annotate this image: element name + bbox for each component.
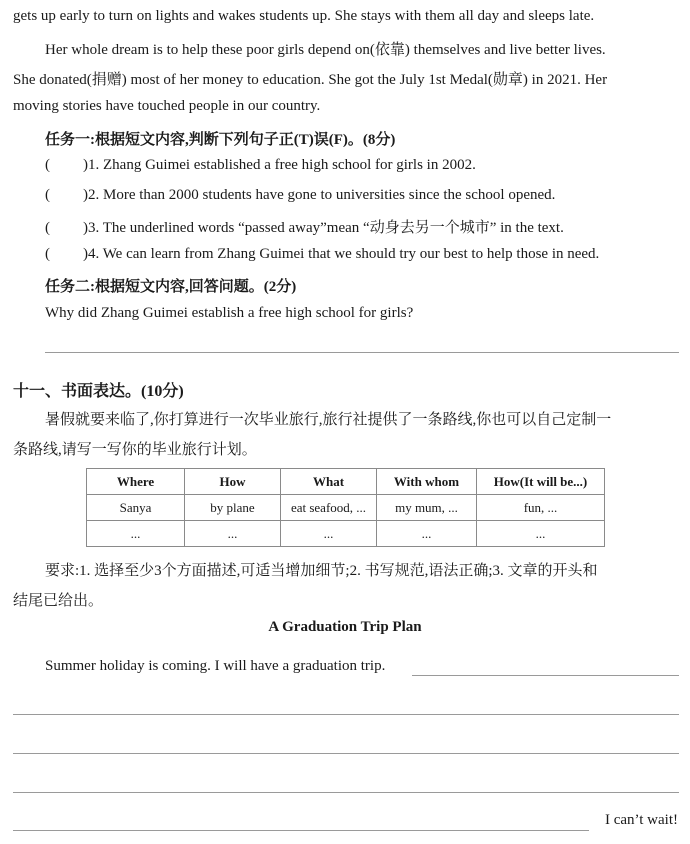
task1-item-2 [45, 187, 555, 204]
table-cell: ... [377, 521, 477, 547]
passage-line-2: Her whole dream is to help these poor girls depend on(依靠) themselves and live better lives. [45, 42, 606, 58]
passage-line-1: gets up early to turn on lights and wakes students up. She stays with them all day and sleeps late. [13, 8, 595, 24]
trip-plan-table [86, 468, 605, 547]
essay-title: A Graduation Trip Plan [268, 619, 422, 635]
statement-text: )4. We can learn from Zhang Guimei that we should try our best to help those in need. [83, 246, 600, 262]
essay-opening: Summer holiday is coming. I will have a graduation trip. [45, 658, 386, 674]
table-cell: ... [281, 521, 377, 547]
table-cell: by plane [185, 495, 281, 521]
statement-text: )1. Zhang Guimei established a free high school for girls in 2002. [83, 157, 476, 173]
statement-text: )2. More than 2000 students have gone to universities since the school opened. [83, 187, 556, 203]
writing-line[interactable] [13, 714, 679, 715]
writing-line[interactable] [13, 753, 679, 754]
passage-line-4: moving stories have touched people in our country. [13, 98, 321, 114]
table-cell: Sanya [87, 495, 185, 521]
passage-line-3: She donated(捐赠) most of her money to education. She got the July 1st Medal(勋章) in 2021. Her [13, 72, 608, 88]
requirement-line-2: 结尾已给出。 [13, 593, 104, 609]
table-header-row [87, 469, 605, 495]
table-cell: my mum, ... [377, 495, 477, 521]
table-header: How [185, 469, 281, 495]
answer-paren[interactable]: ( [45, 220, 50, 236]
table-row [87, 495, 605, 521]
requirement-line-1: 要求:1. 选择至少3个方面描述,可适当增加细节;2. 书写规范,语法正确;3. 文章的开头和 [45, 563, 598, 579]
answer-paren[interactable]: ( [45, 246, 50, 262]
writing-line[interactable] [13, 830, 589, 831]
answer-paren[interactable]: ( [45, 157, 50, 173]
task1-item-4 [45, 246, 599, 263]
table-header: Where [87, 469, 185, 495]
task2-answer-line[interactable] [45, 352, 679, 353]
table-header: With whom [377, 469, 477, 495]
section11-heading: 十一、书面表达。(10分) [13, 383, 184, 400]
prompt-line-2: 条路线,请写一写你的毕业旅行计划。 [13, 442, 257, 458]
table-header: What [281, 469, 377, 495]
prompt-line-1: 暑假就要来临了,你打算进行一次毕业旅行,旅行社提供了一条路线,你也可以自己定制一 [45, 412, 612, 428]
table-cell: fun, ... [477, 495, 605, 521]
task1-heading: 任务一:根据短文内容,判断下列句子正(T)误(F)。(8分) [45, 132, 396, 148]
table-cell: ... [477, 521, 605, 547]
answer-paren[interactable]: ( [45, 187, 50, 203]
table-header: How(It will be...) [477, 469, 605, 495]
task1-item-1 [45, 157, 476, 174]
task2-question: Why did Zhang Guimei establish a free high school for girls? [45, 305, 414, 321]
statement-text: )3. The underlined words “passed away”mean “动身去另一个城市” in the text. [83, 220, 564, 236]
table-cell: eat seafood, ... [281, 495, 377, 521]
table-cell: ... [185, 521, 281, 547]
task2-heading: 任务二:根据短文内容,回答问题。(2分) [45, 279, 297, 295]
essay-ending: I can’t wait! [604, 812, 678, 828]
table-cell: ... [87, 521, 185, 547]
task1-item-3 [45, 216, 564, 237]
writing-line[interactable] [13, 792, 679, 793]
table-row [87, 521, 605, 547]
writing-line[interactable] [412, 675, 679, 676]
